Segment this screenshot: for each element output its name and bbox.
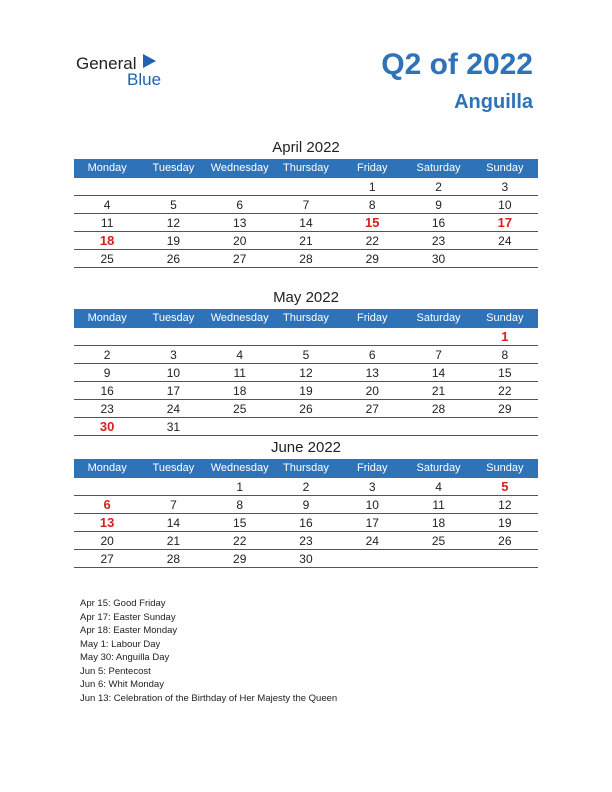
day-cell: 29 xyxy=(365,252,379,266)
holiday-day-cell: 18 xyxy=(99,233,115,248)
day-cell: 10 xyxy=(498,198,512,212)
day-cell: 31 xyxy=(166,420,181,434)
weekday-label: Wednesday xyxy=(210,162,269,174)
holiday-note: Jun 6: Whit Monday xyxy=(80,679,164,690)
weekday-label: Tuesday xyxy=(152,162,195,174)
week-row xyxy=(74,478,538,496)
weekday-label: Sunday xyxy=(486,162,524,174)
day-cell: 10 xyxy=(365,498,379,512)
empty-day-cell xyxy=(405,418,471,435)
month-april xyxy=(74,137,538,268)
holiday-day-cell: 1 xyxy=(501,329,509,344)
day-cell: 23 xyxy=(100,402,114,416)
day-cell: 22 xyxy=(365,234,379,248)
holiday-day-cell: 30 xyxy=(99,419,115,434)
day-cell: 5 xyxy=(302,348,310,362)
empty-day-cell xyxy=(140,178,206,195)
holiday-day-cell: 15 xyxy=(365,215,380,230)
empty-day-cell xyxy=(273,178,339,195)
week-row xyxy=(74,514,538,532)
weekday-label: Friday xyxy=(356,462,388,474)
holiday-note: Apr 17: Easter Sunday xyxy=(80,611,176,623)
day-cell: 27 xyxy=(233,252,247,266)
weekday-label: Saturday xyxy=(416,162,461,174)
holiday-day-cell: 17 xyxy=(497,215,513,230)
day-cell: 14 xyxy=(431,366,446,380)
empty-day-cell xyxy=(140,328,206,345)
day-cell: 11 xyxy=(100,216,114,230)
month-title: June 2022 xyxy=(270,439,342,456)
day-cell: 26 xyxy=(166,252,181,266)
weekday-label: Monday xyxy=(87,312,127,324)
day-cell: 25 xyxy=(431,534,446,548)
empty-day-cell xyxy=(339,418,405,435)
holiday-note: Jun 5: Pentecost xyxy=(80,665,151,677)
holiday-notes xyxy=(80,597,337,705)
empty-day-cell xyxy=(472,250,538,267)
day-cell: 12 xyxy=(498,498,512,512)
weekday-label: Thursday xyxy=(283,312,329,324)
day-cell: 9 xyxy=(302,498,310,512)
week-row xyxy=(74,346,538,364)
day-cell: 5 xyxy=(170,198,177,212)
day-cell: 17 xyxy=(166,384,181,398)
day-cell: 23 xyxy=(299,534,313,548)
day-cell: 25 xyxy=(100,252,114,266)
day-cell: 4 xyxy=(103,198,111,212)
day-cell: 26 xyxy=(498,534,512,548)
day-cell: 17 xyxy=(365,516,379,530)
day-cell: 4 xyxy=(435,480,442,494)
week-row xyxy=(74,496,538,514)
flag-icon xyxy=(143,54,156,68)
empty-day-cell xyxy=(339,550,405,567)
month-title: May 2022 xyxy=(273,289,339,306)
day-cell: 7 xyxy=(435,348,442,362)
country-name: Anguilla xyxy=(454,91,533,113)
weekday-label: Monday xyxy=(87,162,127,174)
week-row xyxy=(74,250,538,268)
week-row xyxy=(74,364,538,382)
day-cell: 14 xyxy=(166,516,181,530)
day-cell: 30 xyxy=(431,252,446,266)
empty-day-cell xyxy=(74,478,140,495)
day-cell: 19 xyxy=(498,516,512,530)
empty-day-cell xyxy=(207,328,273,345)
week-row xyxy=(74,178,538,196)
day-cell: 3 xyxy=(170,348,177,362)
day-cell: 11 xyxy=(432,498,445,512)
day-cell: 1 xyxy=(368,180,376,194)
empty-day-cell xyxy=(140,478,206,495)
holiday-day-cell: 5 xyxy=(501,479,509,494)
holiday-note: May 1: Labour Day xyxy=(80,638,161,650)
day-cell: 15 xyxy=(233,516,247,530)
day-cell: 7 xyxy=(302,198,310,212)
month-may xyxy=(74,287,538,436)
day-cell: 18 xyxy=(431,516,446,530)
weekday-label: Tuesday xyxy=(152,462,195,474)
day-cell: 6 xyxy=(236,198,244,212)
weekday-label: Saturday xyxy=(416,312,461,324)
day-cell: 8 xyxy=(501,348,509,362)
day-cell: 15 xyxy=(498,366,512,380)
empty-day-cell xyxy=(207,178,273,195)
day-cell: 28 xyxy=(299,252,313,266)
empty-day-cell xyxy=(472,550,538,567)
weekday-label: Sunday xyxy=(486,462,524,474)
weekday-header-row xyxy=(74,459,538,478)
day-cell: 21 xyxy=(166,534,181,548)
empty-day-cell xyxy=(207,418,273,435)
day-cell: 6 xyxy=(368,348,376,362)
day-cell: 14 xyxy=(299,216,313,230)
holiday-day-cell: 13 xyxy=(99,515,115,530)
weekday-label: Saturday xyxy=(416,462,461,474)
weekday-label: Wednesday xyxy=(210,312,269,324)
day-cell: 30 xyxy=(299,552,313,566)
weekday-header-row xyxy=(74,309,538,328)
weekday-label: Tuesday xyxy=(152,312,195,324)
day-cell: 21 xyxy=(431,384,446,398)
day-cell: 27 xyxy=(365,402,379,416)
empty-day-cell xyxy=(405,550,471,567)
day-cell: 27 xyxy=(100,552,114,566)
weekday-label: Sunday xyxy=(486,312,524,324)
week-row xyxy=(74,214,538,232)
week-row xyxy=(74,418,538,436)
empty-day-cell xyxy=(74,178,140,195)
week-row xyxy=(74,400,538,418)
logo-text-blue: Blue xyxy=(127,70,162,89)
holiday-note: Jun 13: Celebration of the Birthday of Her Majesty the Queen xyxy=(80,692,338,704)
quarter-title: Q2 of 2022 xyxy=(381,48,533,81)
day-cell: 26 xyxy=(299,402,313,416)
weekday-label: Friday xyxy=(356,162,388,174)
day-cell: 3 xyxy=(501,180,509,194)
day-cell: 12 xyxy=(166,216,181,230)
day-cell: 10 xyxy=(166,366,181,380)
empty-day-cell xyxy=(339,328,405,345)
day-cell: 12 xyxy=(299,366,313,380)
month-title: April 2022 xyxy=(272,139,340,156)
day-cell: 21 xyxy=(299,234,313,248)
weekday-label: Friday xyxy=(356,312,388,324)
logo-text-general: General xyxy=(76,54,137,73)
weekday-label: Monday xyxy=(87,462,127,474)
empty-day-cell xyxy=(273,328,339,345)
week-row xyxy=(74,532,538,550)
holiday-day-cell: 6 xyxy=(103,497,111,512)
day-cell: 2 xyxy=(302,480,310,494)
day-cell: 11 xyxy=(233,366,246,380)
day-cell: 28 xyxy=(166,552,181,566)
holiday-note: May 30: Anguilla Day xyxy=(80,652,170,663)
empty-day-cell xyxy=(472,418,538,435)
day-cell: 8 xyxy=(368,198,376,212)
day-cell: 29 xyxy=(233,552,247,566)
day-cell: 18 xyxy=(233,384,247,398)
week-row xyxy=(74,382,538,400)
day-cell: 2 xyxy=(103,348,111,362)
holiday-note: Apr 15: Good Friday xyxy=(80,598,166,609)
week-row xyxy=(74,550,538,568)
month-june xyxy=(74,437,538,568)
day-cell: 22 xyxy=(498,384,512,398)
empty-day-cell xyxy=(405,328,471,345)
day-cell: 9 xyxy=(435,198,442,212)
day-cell: 25 xyxy=(233,402,247,416)
day-cell: 28 xyxy=(431,402,446,416)
week-row xyxy=(74,196,538,214)
day-cell: 19 xyxy=(299,384,313,398)
day-cell: 22 xyxy=(233,534,247,548)
weekday-label: Thursday xyxy=(283,462,329,474)
day-cell: 24 xyxy=(365,534,379,548)
weekday-label: Thursday xyxy=(283,162,329,174)
day-cell: 7 xyxy=(170,498,177,512)
week-row xyxy=(74,328,538,346)
day-cell: 20 xyxy=(233,234,247,248)
day-cell: 13 xyxy=(365,366,379,380)
day-cell: 24 xyxy=(166,402,181,416)
day-cell: 16 xyxy=(299,516,313,530)
weekday-header-row xyxy=(74,159,538,178)
day-cell: 2 xyxy=(435,180,442,194)
empty-day-cell xyxy=(273,418,339,435)
day-cell: 29 xyxy=(498,402,512,416)
day-cell: 8 xyxy=(236,498,244,512)
week-row xyxy=(74,232,538,250)
day-cell: 16 xyxy=(431,216,446,230)
day-cell: 24 xyxy=(498,234,512,248)
weekday-label: Wednesday xyxy=(210,462,269,474)
day-cell: 13 xyxy=(233,216,247,230)
day-cell: 3 xyxy=(368,480,376,494)
day-cell: 4 xyxy=(236,348,244,362)
day-cell: 19 xyxy=(166,234,181,248)
day-cell: 20 xyxy=(365,384,379,398)
day-cell: 16 xyxy=(100,384,114,398)
day-cell: 1 xyxy=(236,480,244,494)
holiday-note: Apr 18: Easter Monday xyxy=(80,625,178,636)
day-cell: 23 xyxy=(431,234,446,248)
day-cell: 9 xyxy=(103,366,111,380)
day-cell: 20 xyxy=(100,534,114,548)
empty-day-cell xyxy=(74,328,140,345)
